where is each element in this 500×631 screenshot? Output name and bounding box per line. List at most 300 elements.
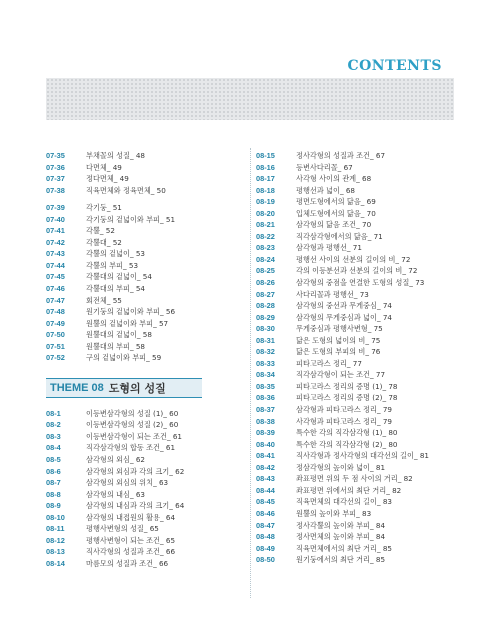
toc-entry-code: 08-23: [256, 243, 275, 253]
toc-entry: [256, 150, 456, 162]
toc-entry-page: 65: [149, 524, 159, 534]
toc-entry: [46, 466, 246, 478]
toc-entry-page: 66: [165, 547, 176, 557]
toc-entry-code: 07-41: [46, 226, 65, 236]
toc-entry-title: 각기둥: [86, 203, 107, 213]
toc-entry-title: 직사각형과 정사각형의 대각선의 길이: [296, 451, 414, 461]
toc-entry-code: 08-10: [46, 512, 65, 522]
toc-entry: [46, 225, 246, 237]
toc-entry-code: 07-35: [46, 151, 65, 160]
theme-label: THEME 08: [50, 381, 104, 394]
toc-entry-code: 08-16: [256, 162, 275, 172]
toc-entry-page: 71: [373, 231, 383, 241]
toc-entry-page: 69: [366, 197, 376, 207]
toc-entry-separator: _: [360, 197, 367, 207]
toc-entry-page: 68: [362, 174, 372, 184]
toc-entry-code: 08-18: [256, 185, 275, 195]
toc-entry-page: 82: [392, 485, 402, 495]
toc-entry-page: 70: [366, 208, 376, 218]
toc-entry-code: 08-5: [46, 455, 61, 465]
toc-entry: [46, 306, 246, 318]
toc-entry-code: 08-37: [256, 405, 275, 415]
toc-entry-separator: _: [376, 405, 383, 415]
toc-entry: [256, 416, 456, 428]
toc-entry: [46, 185, 246, 197]
toc-entry: [46, 248, 246, 260]
toc-entry-title: 피타고라스 정리: [296, 358, 347, 368]
toc-entry-title: 정사각뿔의 높이와 부피: [296, 520, 371, 530]
toc-entry: [46, 329, 246, 341]
toc-entry-separator: _: [370, 532, 376, 542]
toc-entry-page: 83: [382, 497, 392, 507]
toc-entry-page: 80: [388, 439, 398, 449]
toc-entry-page: 53: [128, 260, 139, 270]
toc-entry-title: 다면체: [86, 162, 107, 172]
toc-entry-page: 81: [419, 451, 429, 461]
toc-entry-separator: _: [166, 431, 173, 441]
toc-entry: [256, 196, 456, 208]
toc-entry-separator: _: [382, 381, 389, 391]
toc-entry-page: 59: [152, 353, 162, 363]
toc-entry-code: 08-17: [256, 174, 275, 184]
toc-entry-title: 등변사다리꼴: [296, 162, 338, 172]
toc-entry: [46, 173, 246, 185]
toc-entry-code: 08-6: [46, 466, 61, 476]
toc-entry-page: 78: [388, 381, 398, 391]
toc-entry-separator: _: [146, 353, 153, 363]
toc-list-07: [46, 150, 246, 364]
toc-entry-code: 08-29: [256, 312, 275, 322]
toc-entry-page: 80: [388, 428, 398, 438]
toc-entry-separator: _: [169, 501, 176, 511]
theme-title: 도형의 성질: [108, 381, 166, 395]
toc-entry-title: 좌표평면 위의 두 점 사이의 거리: [296, 474, 398, 484]
toc-entry: [256, 392, 456, 404]
toc-entry-page: 85: [375, 555, 386, 565]
toc-entry-separator: _: [113, 174, 120, 184]
toc-entry-page: 79: [382, 416, 392, 426]
toc-entry: [46, 162, 246, 174]
toc-entry-code: 08-44: [256, 485, 275, 495]
toc-entry-title: 삼각형의 내접원의 활용: [86, 512, 161, 522]
toc-entry-code: 08-8: [46, 489, 61, 499]
toc-entry-separator: _: [136, 272, 143, 282]
toc-entry-separator: _: [367, 324, 374, 334]
toc-entry-separator: _: [339, 185, 346, 195]
toc-entry: [46, 489, 246, 501]
toc-entry-page: 64: [165, 512, 176, 522]
toc-entry-title: 각의 이등분선과 선분의 길이의 비: [296, 266, 403, 276]
toc-entry-separator: _: [356, 508, 363, 518]
toc-entry-code: 08-49: [256, 543, 275, 553]
toc-entry: [256, 485, 456, 497]
toc-entry-title: 각뿔의 겉넓이: [86, 249, 130, 259]
toc-entry-title: 이등변삼각형이 되는 조건: [86, 431, 167, 441]
toc-entry-separator: _: [413, 451, 420, 461]
toc-entry-separator: _: [397, 474, 404, 484]
toc-entry-code: 08-9: [46, 501, 61, 511]
toc-entry-separator: _: [123, 260, 129, 270]
toc-entry-title: 각뿔대: [86, 237, 107, 247]
toc-entry: [256, 369, 456, 381]
toc-entry: [46, 431, 246, 443]
toc-entry-page: 73: [359, 289, 369, 299]
toc-entry-page: 61: [172, 431, 182, 441]
toc-entry: [46, 283, 246, 295]
toc-entry-title: 직육면체에서의 최단 거리: [296, 543, 377, 553]
toc-entry: [256, 312, 456, 324]
toc-entry: [256, 254, 456, 266]
toc-entry-page: 61: [165, 443, 176, 453]
toc-entry-title: 피타고라스 정리의 증명 (1): [296, 381, 383, 391]
toc-entry: [256, 520, 456, 532]
toc-entry-page: 67: [343, 162, 353, 172]
toc-entry-title: 좌표평면 위에서의 최단 거리: [296, 485, 387, 495]
toc-entry-title: 정삼각형의 높이와 넓이: [296, 462, 371, 472]
toc-entry-separator: _: [129, 284, 136, 294]
toc-entry-separator: _: [129, 489, 136, 499]
toc-entry-page: 54: [142, 272, 152, 282]
toc-entry-separator: _: [376, 497, 383, 507]
theme-header: [46, 378, 202, 398]
toc-entry-page: 78: [388, 393, 398, 403]
toc-entry-page: 77: [375, 370, 386, 380]
toc-entry-separator: _: [376, 543, 383, 553]
toc-entry-code: 08-25: [256, 266, 275, 276]
toc-entry: [256, 346, 456, 358]
toc-entry-code: 07-36: [46, 162, 65, 172]
toc-entry: [46, 535, 246, 547]
toc-entry-code: 08-36: [256, 393, 275, 403]
toc-entry: [256, 450, 456, 462]
toc-entry-page: 82: [403, 474, 413, 484]
toc-entry: [46, 477, 246, 489]
toc-entry-separator: _: [129, 151, 136, 160]
toc-entry-separator: _: [370, 520, 376, 530]
toc-entry-title: 원뿔대의 겉넓이: [86, 330, 137, 340]
toc-entry-code: 08-48: [256, 532, 275, 542]
toc-entry-title: 삼각형의 무게중심과 넓이: [296, 312, 377, 322]
toc-entry-title: 회전체: [86, 295, 107, 305]
toc-entry-page: 58: [142, 330, 152, 340]
toc-entry-code: 08-20: [256, 208, 275, 218]
header-band: [46, 78, 454, 120]
toc-entry: [256, 185, 456, 197]
toc-entry-title: 각뿔의 부피: [86, 260, 124, 270]
toc-entry-separator: _: [163, 408, 170, 418]
toc-entry-separator: _: [360, 208, 367, 218]
toc-entry-page: 58: [135, 341, 145, 351]
toc-entry-title: 평행사변형이 되는 조건: [86, 535, 161, 545]
toc-entry-separator: _: [129, 341, 136, 351]
left-column: [46, 150, 246, 570]
toc-entry-title: 직각삼각형에서의 닮음: [296, 231, 368, 241]
toc-entry-code: 08-11: [46, 524, 65, 534]
toc-entry: [256, 427, 456, 439]
contents-title: CONTENTS: [347, 58, 442, 74]
toc-entry-title: 평면도형에서의 닮음: [296, 197, 361, 207]
toc-entry-code: 07-51: [46, 341, 65, 351]
toc-entry-code: 07-38: [46, 185, 65, 195]
toc-entry-title: 정사각형의 성질과 조건: [296, 151, 371, 160]
toc-entry: [256, 242, 456, 254]
toc-entry: [46, 150, 246, 162]
toc-entry: [46, 546, 246, 558]
toc-entry-title: 정다면체: [86, 174, 114, 184]
toc-entry-page: 75: [373, 324, 383, 334]
toc-entry-page: 84: [375, 532, 386, 542]
toc-entry-title: 삼각형과 평행선: [296, 243, 347, 253]
toc-entry-code: 07-43: [46, 249, 65, 259]
toc-entry-code: 08-19: [256, 197, 275, 207]
toc-entry-separator: _: [370, 555, 376, 565]
toc-entry-title: 평행사변형의 성질: [86, 524, 144, 534]
toc-entry-code: 08-15: [256, 151, 275, 160]
toc-entry-page: 67: [375, 151, 386, 160]
toc-entry-separator: _: [160, 547, 166, 557]
toc-entry-page: 84: [375, 520, 386, 530]
toc-entry-separator: _: [106, 237, 113, 247]
toc-entry-page: 64: [175, 501, 185, 511]
toc-entry-separator: _: [160, 307, 166, 317]
toc-entry-separator: _: [106, 295, 113, 305]
toc-entry-separator: _: [365, 335, 372, 345]
toc-entry-code: 08-14: [46, 558, 65, 568]
toc-entry-title: 이등변삼각형의 성질 (1): [86, 408, 164, 418]
toc-entry-page: 51: [112, 203, 122, 213]
toc-entry: [256, 289, 456, 301]
toc-entry-title: 사각형과 피타고라스 정리: [296, 416, 377, 426]
toc-entry: [256, 265, 456, 277]
toc-entry: [256, 381, 456, 393]
right-column: [256, 150, 456, 566]
toc-entry-code: 08-24: [256, 254, 275, 264]
toc-entry-page: 79: [382, 405, 392, 415]
toc-entry-separator: _: [160, 214, 166, 224]
toc-entry-page: 70: [362, 220, 372, 230]
toc-entry-separator: _: [106, 162, 113, 172]
toc-entry: [256, 277, 456, 289]
toc-entry-title: 사각형 사이의 관계: [296, 174, 357, 184]
toc-entry-page: 83: [362, 508, 372, 518]
toc-entry-page: 60: [169, 420, 179, 430]
toc-entry-page: 63: [158, 478, 169, 488]
toc-entry-separator: _: [382, 439, 389, 449]
toc-entry: [256, 496, 456, 508]
toc-entry-code: 07-47: [46, 295, 65, 305]
toc-entry-page: 54: [135, 284, 145, 294]
toc-entry-title: 정사면체의 높이와 부피: [296, 532, 371, 542]
toc-entry-code: 08-45: [256, 497, 275, 507]
toc-entry-page: 52: [112, 237, 122, 247]
toc-entry-title: 각뿔대의 부피: [86, 284, 130, 294]
toc-entry-separator: _: [346, 358, 353, 368]
toc-entry: [46, 442, 246, 454]
toc-entry: [256, 543, 456, 555]
toc-entry-code: 08-21: [256, 220, 275, 230]
toc-entry-separator: _: [395, 254, 402, 264]
toc-entry-separator: _: [160, 512, 166, 522]
toc-entry: [256, 162, 456, 174]
toc-entry-title: 평행선과 넓이: [296, 185, 340, 195]
toc-entry-title: 삼각형의 중선과 무게중심: [296, 301, 377, 311]
toc-entry-title: 이등변삼각형의 성질 (2): [86, 420, 164, 430]
toc-entry-separator: _: [365, 347, 372, 357]
toc-entry-separator: _: [356, 220, 363, 230]
toc-entry-code: 08-31: [256, 335, 275, 345]
toc-entry-separator: _: [376, 312, 383, 322]
toc-entry-page: 60: [169, 408, 179, 418]
toc-entry-separator: _: [150, 185, 157, 195]
toc-entry-title: 입체도형에서의 닮음: [296, 208, 361, 218]
toc-entry-title: 원뿔의 겉넓이와 부피: [86, 318, 154, 328]
toc-entry-title: 직사각형의 성질과 조건: [86, 547, 161, 557]
toc-entry-code: 08-7: [46, 478, 61, 488]
toc-entry-separator: _: [376, 416, 383, 426]
toc-entry-page: 57: [158, 318, 169, 328]
toc-entry-code: 07-44: [46, 260, 65, 270]
toc-entry-title: 삼각형의 외심: [86, 455, 130, 465]
toc-entry-page: 49: [112, 162, 122, 172]
toc-entry-separator: _: [160, 443, 166, 453]
toc-entry-page: 72: [408, 266, 418, 276]
toc-entry: [256, 335, 456, 347]
toc-entry-code: 07-50: [46, 330, 65, 340]
toc-entry: [256, 531, 456, 543]
toc-entry-separator: _: [386, 485, 393, 495]
toc-list-08-part2: [256, 150, 456, 566]
toc-entry-separator: _: [382, 393, 389, 403]
toc-entry-title: 삼각형의 내심: [86, 489, 130, 499]
toc-entry-title: 삼각형의 외심과 각의 크기: [86, 466, 170, 476]
toc-entry: [46, 341, 246, 353]
toc-entry-code: 07-40: [46, 214, 65, 224]
toc-entry-code: 08-34: [256, 370, 275, 380]
toc-entry-code: 08-40: [256, 439, 275, 449]
toc-entry-title: 각뿔: [86, 226, 100, 236]
toc-entry-code: 07-52: [46, 353, 65, 363]
toc-entry-separator: _: [143, 524, 150, 534]
toc-entry-page: 66: [158, 558, 169, 568]
toc-entry-page: 81: [375, 462, 386, 472]
toc-entry-separator: _: [370, 462, 376, 472]
toc-entry-title: 삼각형의 중점을 연결한 도형의 성질: [296, 278, 410, 288]
toc-entry: [46, 352, 246, 364]
toc-entry: [46, 260, 246, 272]
toc-entry-code: 07-48: [46, 307, 65, 317]
toc-entry: [46, 408, 246, 420]
toc-entry: [46, 318, 246, 330]
toc-entry-separator: _: [153, 478, 159, 488]
toc-entry-page: 56: [165, 307, 176, 317]
toc-entry-code: 08-41: [256, 451, 275, 461]
toc-entry-separator: _: [382, 428, 389, 438]
toc-entry-title: 무게중심과 평행사변형: [296, 324, 368, 334]
toc-entry-code: 08-39: [256, 428, 275, 438]
toc-entry-separator: _: [153, 318, 159, 328]
toc-entry-separator: _: [356, 174, 363, 184]
toc-entry: [256, 404, 456, 416]
toc-entry-code: 08-30: [256, 324, 275, 334]
toc-entry-title: 원뿔대의 부피: [86, 341, 130, 351]
toc-entry-title: 원기둥에서의 최단 거리: [296, 555, 371, 565]
toc-entry-page: 68: [345, 185, 355, 195]
toc-entry-code: 08-32: [256, 347, 275, 357]
toc-entry-code: 07-49: [46, 318, 65, 328]
toc-entry-separator: _: [376, 301, 383, 311]
toc-entry: [46, 237, 246, 249]
toc-entry-page: 62: [135, 455, 145, 465]
toc-entry: [46, 558, 246, 570]
toc-entry-code: 07-39: [46, 203, 65, 213]
column-divider: [250, 148, 251, 598]
toc-entry-separator: _: [160, 535, 166, 545]
toc-entry-separator: _: [370, 370, 376, 380]
toc-entry: [256, 231, 456, 243]
toc-entry: [256, 439, 456, 451]
toc-entry-page: 53: [135, 249, 145, 259]
toc-entry: [46, 454, 246, 466]
toc-entry-code: 08-50: [256, 555, 275, 565]
toc-entry-page: 65: [165, 535, 176, 545]
toc-entry-separator: _: [169, 466, 176, 476]
toc-entry-page: 76: [371, 347, 381, 357]
toc-entry-code: 08-47: [256, 520, 275, 530]
toc-entry-code: 08-28: [256, 301, 275, 311]
toc-entry-code: 08-13: [46, 547, 65, 557]
toc-entry-page: 74: [382, 301, 392, 311]
toc-entry: [256, 508, 456, 520]
toc-entry-code: 07-46: [46, 284, 65, 294]
toc-entry-code: 08-12: [46, 535, 65, 545]
toc-entry-page: 62: [175, 466, 185, 476]
toc-entry: [46, 512, 246, 524]
toc-entry: [46, 202, 246, 214]
toc-entry-title: 삼각형의 닮음 조건: [296, 220, 357, 230]
toc-entry-page: 63: [135, 489, 145, 499]
toc-entry-code: 08-43: [256, 474, 275, 484]
toc-entry: [46, 500, 246, 512]
toc-entry-separator: _: [153, 558, 159, 568]
toc-entry-separator: _: [99, 226, 106, 236]
toc-entry-title: 닮은 도형의 넓이의 비: [296, 335, 366, 345]
toc-entry: [256, 208, 456, 220]
toc-entry-page: 50: [156, 185, 166, 195]
toc-entry-page: 49: [119, 174, 129, 184]
toc-entry: [46, 295, 246, 307]
toc-entry: [256, 323, 456, 335]
toc-entry-title: 각기둥의 겉넓이와 부피: [86, 214, 161, 224]
toc-entry-page: 77: [352, 358, 362, 368]
toc-entry: [256, 473, 456, 485]
toc-entry-code: 08-26: [256, 278, 275, 288]
toc-entry-code: 08-42: [256, 462, 275, 472]
toc-entry-page: 48: [135, 151, 145, 160]
toc-entry-code: 08-46: [256, 508, 275, 518]
toc-entry: [256, 462, 456, 474]
toc-entry-page: 73: [415, 278, 425, 288]
toc-entry-title: 직각삼각형의 합동 조건: [86, 443, 161, 453]
toc-entry-page: 72: [401, 254, 411, 264]
toc-entry: [256, 554, 456, 566]
toc-entry-title: 삼각형과 피타고라스 정리: [296, 405, 377, 415]
toc-entry: [256, 219, 456, 231]
toc-entry-page: 74: [382, 312, 392, 322]
toc-entry-title: 평행선 사이의 선분의 길이의 비: [296, 254, 396, 264]
toc-entry-title: 마름모의 성질과 조건: [86, 558, 154, 568]
toc-entry-code: 07-37: [46, 174, 65, 184]
toc-entry-code: 07-42: [46, 237, 65, 247]
